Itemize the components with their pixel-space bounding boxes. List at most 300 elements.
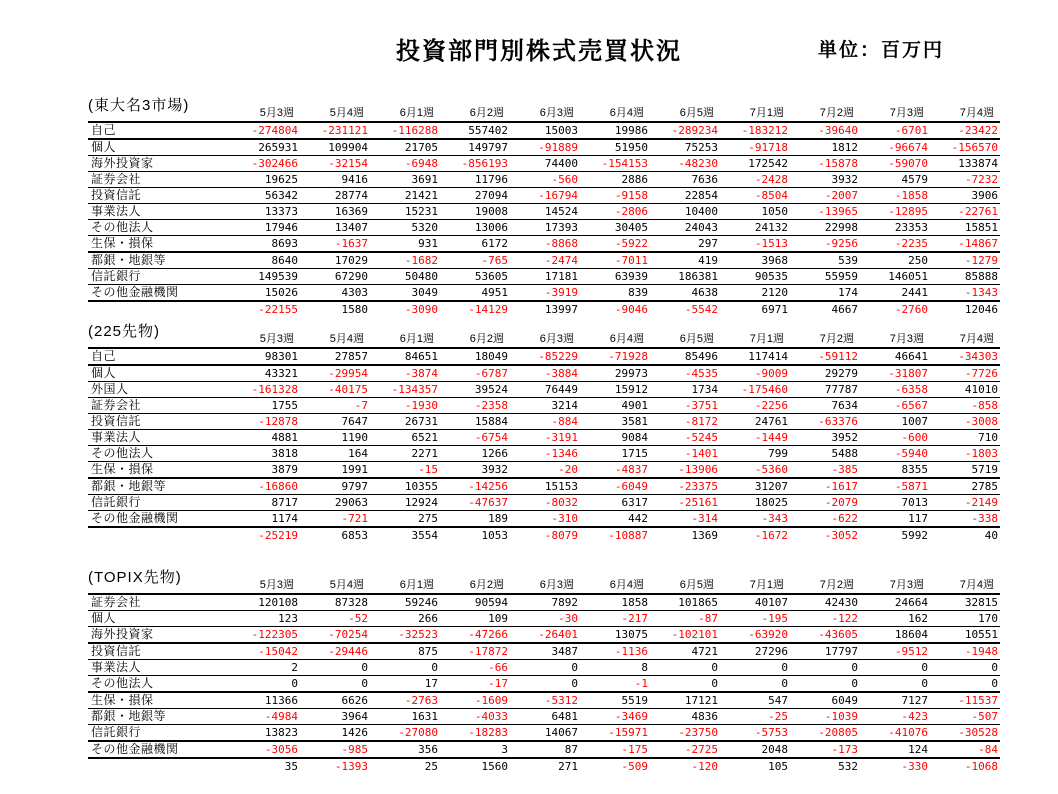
row-label: 信託銀行 [91, 725, 142, 739]
cell-value: 41010 [964, 383, 998, 396]
cell-value: 265931 [258, 141, 298, 154]
cell-value: -3919 [544, 286, 578, 299]
cell-value: -985 [341, 743, 368, 756]
total-cell-value: -8079 [544, 529, 578, 542]
cell-value: -11537 [958, 694, 998, 707]
cell-value: 186381 [678, 270, 718, 283]
cell-value: -2149 [964, 496, 998, 509]
cell-value: -71928 [608, 350, 648, 363]
week-header: 6月1週 [370, 106, 440, 122]
cell-value: -63376 [818, 415, 858, 428]
row-label: 生保・損保 [91, 693, 154, 707]
total-cell-value: -120 [691, 760, 718, 773]
total-row [88, 301, 1000, 317]
cell-value: -4033 [474, 710, 508, 723]
cell-value: -2358 [474, 399, 508, 412]
table-row [88, 398, 1000, 414]
cell-value: 9084 [621, 431, 648, 444]
cell-value: 2048 [761, 743, 788, 756]
cell-value: -6787 [474, 367, 508, 380]
cell-value: -507 [971, 710, 998, 723]
cell-value: -8504 [754, 189, 788, 202]
cell-value: -18283 [468, 726, 508, 739]
cell-value: 5320 [411, 221, 438, 234]
row-label: 都銀・地銀等 [91, 479, 167, 493]
cell-value: -17 [488, 677, 508, 690]
cell-value: 85888 [964, 270, 998, 283]
cell-value: 133874 [958, 157, 998, 170]
cell-value: 0 [781, 661, 788, 674]
week-header: 5月3週 [230, 332, 300, 348]
cell-value: 0 [991, 661, 998, 674]
cell-value: -4837 [614, 463, 648, 476]
table-block-nikkei225-futures [88, 323, 1000, 543]
cell-value: 0 [991, 677, 998, 690]
cell-value: 0 [851, 661, 858, 674]
cell-value: 6172 [481, 237, 508, 250]
row-label: 投資信託 [91, 188, 142, 202]
total-cell-value: 105 [768, 760, 788, 773]
cell-value: 14524 [544, 205, 578, 218]
cell-value: -9158 [614, 189, 648, 202]
cell-value: 3968 [761, 254, 788, 267]
cell-value: 1426 [341, 726, 368, 739]
cell-value: 16369 [334, 205, 368, 218]
cell-value: -13965 [818, 205, 858, 218]
cell-value: 109 [488, 612, 508, 625]
cell-value: -4535 [684, 367, 718, 380]
cell-value: 14067 [544, 726, 578, 739]
table-row [88, 594, 1000, 611]
cell-value: 43321 [264, 367, 298, 380]
row-label: その他法人 [91, 446, 154, 460]
table-row [88, 236, 1000, 253]
cell-value: 557402 [468, 124, 508, 137]
cell-value: -231121 [321, 124, 368, 137]
cell-value: -2079 [824, 496, 858, 509]
cell-value: 32815 [964, 596, 998, 609]
cell-value: 7647 [341, 415, 368, 428]
row-label: 都銀・地銀等 [91, 253, 167, 267]
cell-value: 4579 [901, 173, 928, 186]
cell-value: 1007 [901, 415, 928, 428]
cell-value: 40107 [754, 596, 788, 609]
week-header: 6月3週 [510, 106, 580, 122]
table-row [88, 462, 1000, 479]
table-tokyo3-markets [88, 106, 1000, 317]
week-header: 6月2週 [440, 332, 510, 348]
cell-value: 1734 [691, 383, 718, 396]
cell-value: -183212 [741, 124, 788, 137]
row-label: 自己 [91, 123, 117, 137]
cell-value: 3932 [831, 173, 858, 186]
row-label: 海外投資家 [91, 156, 154, 170]
row-label: 自己 [91, 349, 117, 363]
cell-value: 117414 [748, 350, 788, 363]
cell-value: 15153 [544, 480, 578, 493]
cell-value: -96674 [888, 141, 928, 154]
cell-value: 442 [628, 512, 648, 525]
week-header-row [88, 578, 1000, 594]
cell-value: -43605 [818, 628, 858, 641]
cell-value: -25161 [678, 496, 718, 509]
cell-value: -22761 [958, 205, 998, 218]
cell-value: 9416 [341, 173, 368, 186]
cell-value: 39524 [474, 383, 508, 396]
total-cell-value: 1580 [341, 303, 368, 316]
cell-value: 419 [698, 254, 718, 267]
week-header: 5月4週 [300, 106, 370, 122]
cell-value: 19986 [614, 124, 648, 137]
cell-value: 59246 [404, 596, 438, 609]
cell-value: 0 [571, 677, 578, 690]
cell-value: -289234 [671, 124, 718, 137]
cell-value: 2886 [621, 173, 648, 186]
table-row [88, 365, 1000, 382]
cell-value: -41076 [888, 726, 928, 739]
cell-value: -59112 [818, 350, 858, 363]
cell-value: -3056 [264, 743, 298, 756]
row-label: 信託銀行 [91, 495, 142, 509]
cell-value: 0 [361, 661, 368, 674]
row-label: 生保・損保 [91, 462, 154, 476]
cell-value: 46641 [894, 350, 928, 363]
cell-value: 162 [908, 612, 928, 625]
section-title: (225先物) [88, 320, 160, 341]
cell-value: -1346 [544, 447, 578, 460]
cell-value: 1715 [621, 447, 648, 460]
cell-value: -47637 [468, 496, 508, 509]
total-cell-value: -1393 [334, 760, 368, 773]
cell-value: 53605 [474, 270, 508, 283]
cell-value: -3751 [684, 399, 718, 412]
cell-value: 12924 [404, 496, 438, 509]
cell-value: 51950 [614, 141, 648, 154]
cell-value: -423 [901, 710, 928, 723]
cell-value: -8868 [544, 237, 578, 250]
cell-value: -116288 [391, 124, 438, 137]
cell-value: -122305 [251, 628, 298, 641]
week-header: 7月4週 [930, 106, 1000, 122]
total-cell-value: 271 [558, 760, 578, 773]
cell-value: 17 [424, 677, 438, 690]
unit-label: 単位：百万円 [818, 40, 945, 61]
cell-value: -161328 [251, 383, 298, 396]
week-header: 6月2週 [440, 578, 510, 594]
cell-value: 356 [418, 743, 438, 756]
cell-value: 22854 [684, 189, 718, 202]
total-cell-value: -509 [621, 760, 648, 773]
cell-value: 77787 [824, 383, 858, 396]
cell-value: -4984 [264, 710, 298, 723]
week-header: 7月3週 [860, 578, 930, 594]
cell-value: 1755 [271, 399, 298, 412]
cell-value: -23750 [678, 726, 718, 739]
cell-value: -1401 [684, 447, 718, 460]
week-header: 7月3週 [860, 332, 930, 348]
total-cell-value: 40 [984, 529, 998, 542]
total-cell-value: -1672 [754, 529, 788, 542]
cell-value: 4638 [691, 286, 718, 299]
cell-value: -1803 [964, 447, 998, 460]
row-label: その他法人 [91, 676, 154, 690]
cell-value: 0 [781, 677, 788, 690]
cell-value: 13075 [614, 628, 648, 641]
cell-value: -13906 [678, 463, 718, 476]
week-header: 6月4週 [580, 332, 650, 348]
cell-value: 63939 [614, 270, 648, 283]
cell-value: -600 [901, 431, 928, 444]
table-row [88, 204, 1000, 220]
table-row [88, 220, 1000, 236]
cell-value: 2120 [761, 286, 788, 299]
cell-value: -310 [551, 512, 578, 525]
cell-value: -1279 [964, 254, 998, 267]
cell-value: -16860 [258, 480, 298, 493]
cell-value: 931 [418, 237, 438, 250]
cell-value: 27296 [754, 645, 788, 658]
total-cell-value: 4667 [831, 303, 858, 316]
total-cell-value: 35 [284, 760, 298, 773]
cell-value: 3487 [551, 645, 578, 658]
cell-value: 710 [978, 431, 998, 444]
week-header: 6月1週 [370, 332, 440, 348]
cell-value: 3 [501, 743, 508, 756]
table-row [88, 172, 1000, 188]
cell-value: -23375 [678, 480, 718, 493]
week-header: 7月4週 [930, 332, 1000, 348]
cell-value: -15878 [818, 157, 858, 170]
cell-value: -87 [698, 612, 718, 625]
week-header-row [88, 106, 1000, 122]
cell-value: 4901 [621, 399, 648, 412]
cell-value: 1858 [621, 596, 648, 609]
cell-value: -40175 [328, 383, 368, 396]
page-title: 投資部門別株式売買状況 [396, 38, 682, 65]
cell-value: 250 [908, 254, 928, 267]
cell-value: 85496 [684, 350, 718, 363]
table-topix-futures [88, 578, 1000, 774]
cell-value: 2 [291, 661, 298, 674]
cell-value: 15884 [474, 415, 508, 428]
table-row [88, 627, 1000, 644]
cell-value: -15042 [258, 645, 298, 658]
total-cell-value: -3090 [404, 303, 438, 316]
row-label: 海外投資家 [91, 627, 154, 641]
cell-value: 7892 [551, 596, 578, 609]
total-cell-value: -25219 [258, 529, 298, 542]
cell-value: -20805 [818, 726, 858, 739]
cell-value: 17946 [264, 221, 298, 234]
row-label: 事業法人 [91, 660, 142, 674]
cell-value: 6317 [621, 496, 648, 509]
table-row [88, 478, 1000, 495]
cell-value: -1617 [824, 480, 858, 493]
cell-value: 123 [278, 612, 298, 625]
row-label: その他金融機関 [91, 511, 179, 525]
cell-value: -2428 [754, 173, 788, 186]
week-header: 5月3週 [230, 106, 300, 122]
cell-value: 0 [571, 661, 578, 674]
week-header: 7月2週 [790, 578, 860, 594]
cell-value: -721 [341, 512, 368, 525]
cell-value: 0 [851, 677, 858, 690]
cell-value: 7013 [901, 496, 928, 509]
row-label: その他法人 [91, 220, 154, 234]
cell-value: 13373 [264, 205, 298, 218]
cell-value: 275 [418, 512, 438, 525]
table-row [88, 414, 1000, 430]
cell-value: 55959 [824, 270, 858, 283]
table-row [88, 709, 1000, 725]
cell-value: 17121 [684, 694, 718, 707]
cell-value: -30528 [958, 726, 998, 739]
cell-value: 13006 [474, 221, 508, 234]
cell-value: 84651 [404, 350, 438, 363]
cell-value: -314 [691, 512, 718, 525]
cell-value: -84 [978, 743, 998, 756]
cell-value: -6754 [474, 431, 508, 444]
cell-value: -26401 [538, 628, 578, 641]
cell-value: -274804 [251, 124, 298, 137]
table-row [88, 446, 1000, 462]
cell-value: -1343 [964, 286, 998, 299]
cell-value: 146051 [888, 270, 928, 283]
table-row [88, 741, 1000, 758]
cell-value: 18604 [894, 628, 928, 641]
cell-value: -12878 [258, 415, 298, 428]
week-header: 5月4週 [300, 332, 370, 348]
row-label: 個人 [91, 611, 117, 625]
week-header: 6月5週 [650, 332, 720, 348]
cell-value: 98301 [264, 350, 298, 363]
cell-value: -1513 [754, 237, 788, 250]
cell-value: 22998 [824, 221, 858, 234]
cell-value: 875 [418, 645, 438, 658]
total-cell-value: 5992 [901, 529, 928, 542]
cell-value: 1266 [481, 447, 508, 460]
total-cell-value: -5542 [684, 303, 718, 316]
total-row [88, 527, 1000, 543]
cell-value: 15026 [264, 286, 298, 299]
cell-value: -8032 [544, 496, 578, 509]
cell-value: 8 [641, 661, 648, 674]
table-row [88, 676, 1000, 693]
cell-value: -1682 [404, 254, 438, 267]
cell-value: -156570 [951, 141, 998, 154]
cell-value: -2235 [894, 237, 928, 250]
cell-value: 17029 [334, 254, 368, 267]
cell-value: -3469 [614, 710, 648, 723]
cell-value: 27857 [334, 350, 368, 363]
table-block-tokyo3-markets [88, 97, 1000, 317]
cell-value: 3879 [271, 463, 298, 476]
cell-value: 6626 [341, 694, 368, 707]
cell-value: 13823 [264, 726, 298, 739]
cell-value: -195 [761, 612, 788, 625]
cell-value: 10355 [404, 480, 438, 493]
cell-value: 4951 [481, 286, 508, 299]
cell-value: 839 [628, 286, 648, 299]
cell-value: -6049 [614, 480, 648, 493]
cell-value: 15231 [404, 205, 438, 218]
cell-value: -5922 [614, 237, 648, 250]
cell-value: -217 [621, 612, 648, 625]
row-label: 信託銀行 [91, 269, 142, 283]
cell-value: -34303 [958, 350, 998, 363]
section-title: (東大名3市場) [88, 94, 189, 115]
cell-value: 18049 [474, 350, 508, 363]
cell-value: -1039 [824, 710, 858, 723]
cell-value: -1948 [964, 645, 998, 658]
cell-value: 19625 [264, 173, 298, 186]
total-cell-value: -9046 [614, 303, 648, 316]
table-row [88, 511, 1000, 528]
cell-value: -47266 [468, 628, 508, 641]
cell-value: 172542 [748, 157, 788, 170]
cell-value: 266 [418, 612, 438, 625]
cell-value: -1637 [334, 237, 368, 250]
cell-value: -5312 [544, 694, 578, 707]
cell-value: -122 [831, 612, 858, 625]
cell-value: 4881 [271, 431, 298, 444]
cell-value: -343 [761, 512, 788, 525]
cell-value: -59070 [888, 157, 928, 170]
cell-value: 120108 [258, 596, 298, 609]
total-row-label-spacer [88, 758, 230, 774]
cell-value: 5519 [621, 694, 648, 707]
table-row [88, 382, 1000, 398]
cell-value: 2271 [411, 447, 438, 460]
cell-value: -16794 [538, 189, 578, 202]
cell-value: -9009 [754, 367, 788, 380]
cell-value: -2256 [754, 399, 788, 412]
cell-value: 13407 [334, 221, 368, 234]
cell-value: 5719 [971, 463, 998, 476]
total-cell-value: -2760 [894, 303, 928, 316]
cell-value: -27080 [398, 726, 438, 739]
row-label: 生保・損保 [91, 236, 154, 250]
cell-value: 4721 [691, 645, 718, 658]
week-header: 6月4週 [580, 106, 650, 122]
total-cell-value: -14129 [468, 303, 508, 316]
cell-value: 547 [768, 694, 788, 707]
cell-value: 1050 [761, 205, 788, 218]
cell-value: 6521 [411, 431, 438, 444]
cell-value: -175460 [741, 383, 788, 396]
cell-value: 174 [838, 286, 858, 299]
cell-value: -15971 [608, 726, 648, 739]
cell-value: 101865 [678, 596, 718, 609]
cell-value: -2806 [614, 205, 648, 218]
cell-value: 87 [564, 743, 578, 756]
cell-value: -7232 [964, 173, 998, 186]
cell-value: 8640 [271, 254, 298, 267]
cell-value: 10400 [684, 205, 718, 218]
cell-value: 9797 [341, 480, 368, 493]
cell-value: 17797 [824, 645, 858, 658]
total-cell-value: -1068 [964, 760, 998, 773]
cell-value: 29973 [614, 367, 648, 380]
cell-value: 164 [348, 447, 368, 460]
cell-value: 27094 [474, 189, 508, 202]
cell-value: 3932 [481, 463, 508, 476]
cell-value: -12895 [888, 205, 928, 218]
table-row [88, 122, 1000, 139]
row-label: 事業法人 [91, 204, 142, 218]
total-cell-value: 532 [838, 760, 858, 773]
row-label: 個人 [91, 366, 117, 380]
